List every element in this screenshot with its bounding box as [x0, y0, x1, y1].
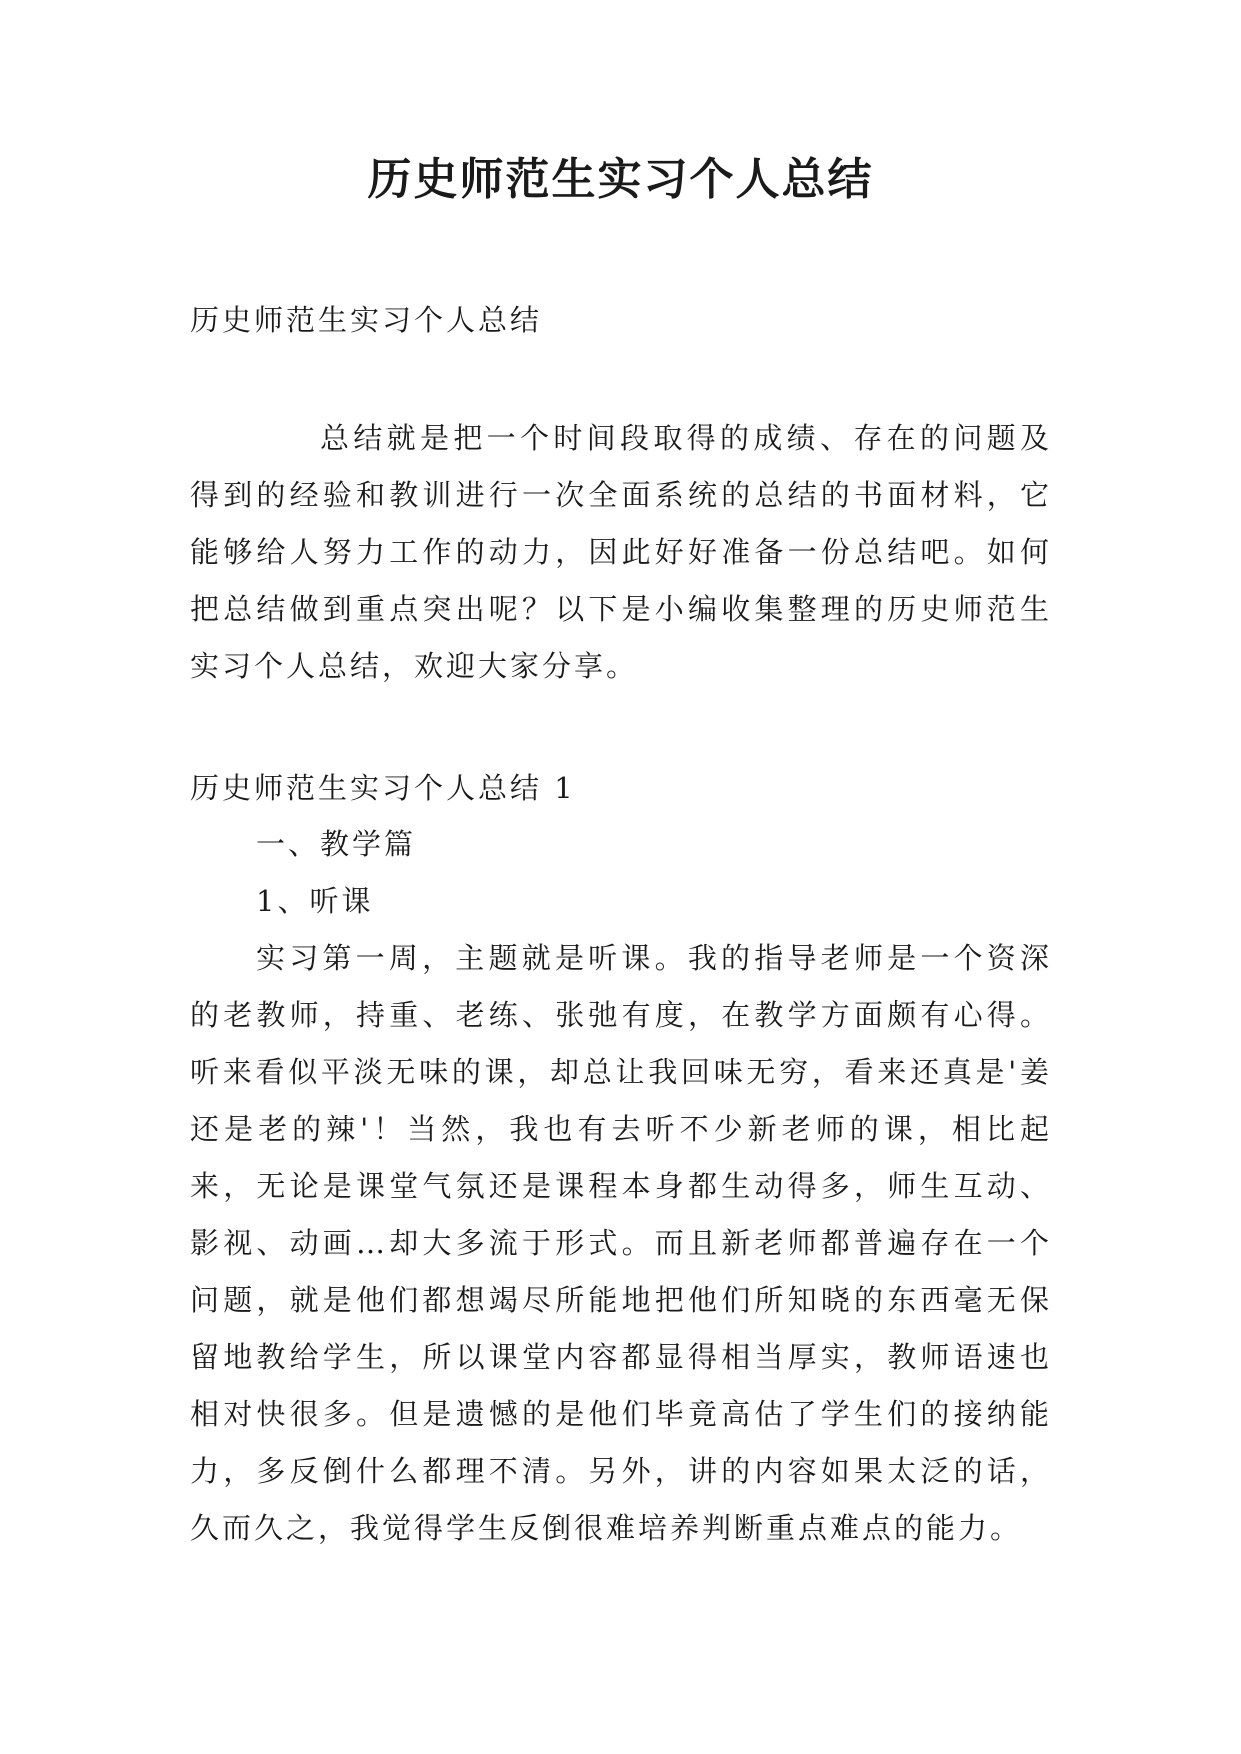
intro-paragraph: 总结就是把一个时间段取得的成绩、存在的问题及得到的经验和教训进行一次全面系统的总结的书面材料，它能够给人努力工作的动力，因此好好准备一份总结吧。如何把总结做到重点突出呢？以下是小编收集整理的历史师范生实习个人总结，欢迎大家分享。	[190, 421, 1052, 683]
subsection-heading-listening: 1、听课	[256, 884, 374, 918]
section-heading-teaching: 一、教学篇	[256, 827, 417, 861]
body-paragraph: 实习第一周，主题就是听课。我的指导老师是一个资深的老教师，持重、老练、张弛有度，在教学方面颇有心得。听来看似平淡无味的课，却总让我回味无穷，看来还真是'姜还是老的辣'！当然，我也有去听不少新老师的课，相比起来，无论是课堂气氛还是课程本身都生动得多，师生互动、影视、动画…却大多流于形式。而且新老师都普遍存在一个问题，就是他们都想竭尽所能地把他们所知晓的东西毫无保留地教给学生，所以课堂内容都显得相当厚实，教师语速也相对快很多。但是遗憾的是他们毕竟高估了学生们的接纳能力，多反倒什么都理不清。另外，讲的内容如果太泛的话，久而久之，我觉得学生反倒很难培养判断重点难点的能力。	[190, 941, 1052, 1545]
section-title: 历史师范生实习个人总结 1	[190, 771, 576, 805]
document-subtitle: 历史师范生实习个人总结	[190, 303, 543, 337]
document-title: 历史师范生实习个人总结	[367, 154, 874, 205]
